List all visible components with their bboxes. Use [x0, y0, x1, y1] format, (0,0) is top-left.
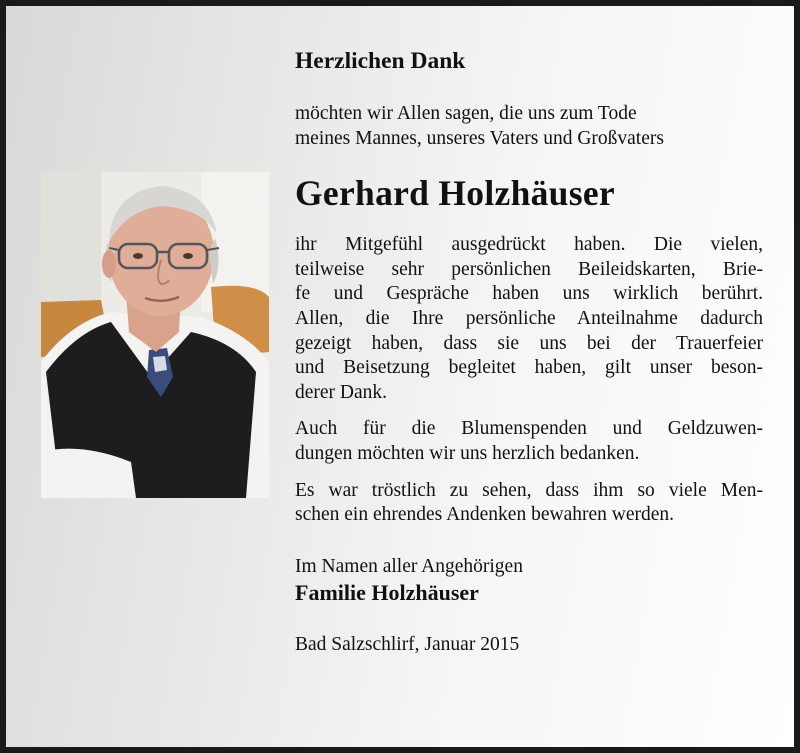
paragraph-line: gezeigt haben, dass sie uns bei der Trauerfeier	[295, 332, 763, 354]
paragraph-line: dungen möchten wir uns herzlich bedanken.	[295, 442, 640, 464]
signoff-text: Im Namen aller Angehörigen	[295, 555, 523, 577]
paragraph-line: schen ein ehrendes Andenken bewahren werden.	[295, 504, 675, 526]
paragraph-line: ihr Mitgefühl ausgedrückt haben. Die vielen,	[295, 234, 763, 256]
paragraph-remembrance	[295, 479, 763, 528]
family-name: Familie Holzhäuser	[295, 580, 479, 606]
obituary-text	[295, 46, 763, 658]
paragraph-flowers	[295, 417, 763, 466]
intro-line: möchten wir Allen sagen, die uns zum Tode	[295, 103, 637, 124]
paragraph-line: Es war tröstlich zu sehen, dass ihm so viele Men-	[295, 479, 763, 501]
paragraph-line: fe und Gespräche haben uns wirklich berührt.	[295, 283, 763, 305]
paragraph-line: Auch für die Blumenspenden und Geldzuwen-	[295, 418, 763, 440]
paragraph-line: und Beisetzung begleitet haben, gilt unser beson-	[295, 357, 763, 379]
paragraph-gratitude	[295, 233, 763, 405]
paragraph-line: Allen, die Ihre persönliche Anteilnahme dadurch	[295, 307, 763, 329]
place-date: Bad Salzschlirf, Januar 2015	[295, 634, 520, 656]
paragraph-line: derer Dank.	[295, 381, 388, 403]
deceased-name: Gerhard Holzhäuser	[295, 173, 615, 214]
intro-line: meines Mannes, unseres Vaters und Großvaters	[295, 127, 664, 149]
heading-thanks: Herzlichen Dank	[295, 48, 466, 74]
portrait-photo	[41, 172, 269, 498]
intro-text	[295, 102, 763, 151]
paragraph-line: teilweise sehr persönlichen Beileidskarten, Brie-	[295, 258, 763, 280]
